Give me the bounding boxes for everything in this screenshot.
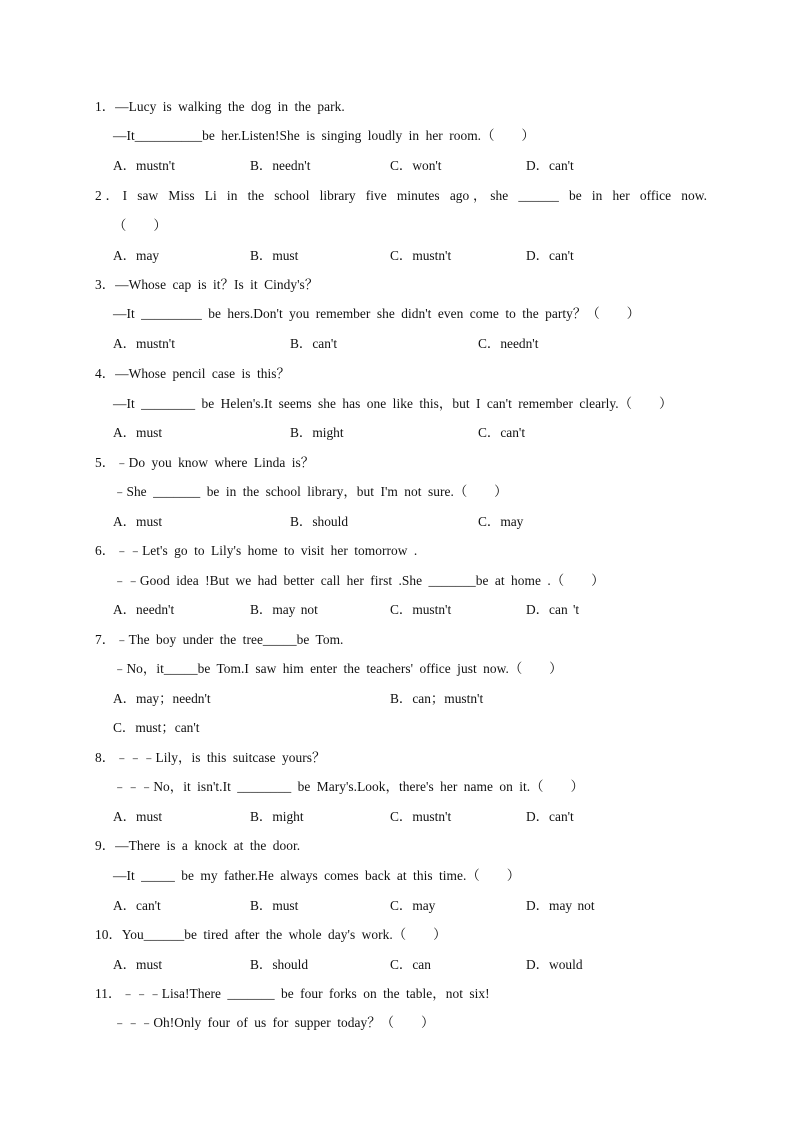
question-4-stem: 4．—Whose pencil case is this？ [95,366,290,381]
question-10-stem: 10．You______be tired after the whole day's work.（ ） [95,927,447,942]
question-5-option-c[interactable]: C．may [478,514,524,529]
question-7-option-b[interactable]: B．can；mustn't [390,691,484,706]
question-7-stem: ﹣No，it_____be Tom.I saw him enter the teachers' office just now.（ ） [113,661,563,676]
question-7-option-c[interactable]: C．must；can't [113,720,200,735]
question-9-stem: —It _____ be my father.He always comes back at this time.（ ） [113,868,521,883]
question-11-stem: ﹣﹣﹣Oh!Only four of us for supper today？（ ） [113,1015,435,1030]
question-2-option-b[interactable]: B．must [250,248,299,263]
question-10-option-d[interactable]: D．would [526,957,583,972]
question-10-option-a[interactable]: A．must [113,957,163,972]
question-9-stem: 9．—There is a knock at the door. [95,838,301,853]
question-1-stem: —It__________be her.Listen!She is singing loudly in her room.（ ） [113,128,535,143]
question-9-option-a[interactable]: A．can't [113,898,161,913]
question-6-stem: 6．﹣﹣Let's go to Lily's home to visit her tomorrow . [95,543,418,558]
question-10-option-b[interactable]: B．should [250,957,309,972]
question-6-option-a[interactable]: A．needn't [113,602,175,617]
question-9-option-c[interactable]: C．may [390,898,436,913]
question-8-option-a[interactable]: A．must [113,809,163,824]
question-6-option-d[interactable]: D．can 't [526,602,580,617]
question-4-stem: —It ________ be Helen's.It seems she has one like this，but I can't remember clearly.（ ） [113,396,673,411]
question-8-stem: ﹣﹣﹣No，it isn't.It ________ be Mary's.Look，there's her name on it.（ ） [113,779,584,794]
question-5-stem: ﹣She _______ be in the school library，but I'm not sure.（ ） [113,484,508,499]
question-8-option-b[interactable]: B．might [250,809,304,824]
question-8-option-c[interactable]: C．mustn't [390,809,452,824]
question-1-stem: 1．—Lucy is walking the dog in the park. [95,99,345,114]
question-2-option-a[interactable]: A．may [113,248,160,263]
question-3-option-b[interactable]: B．can't [290,336,338,351]
question-1-option-d[interactable]: D．can't [526,158,574,173]
question-2-stem: （ ） [113,218,167,233]
question-3-stem: —It _________ be hers.Don't you remember she didn't even come to the party？（ ） [113,306,641,321]
question-8-option-d[interactable]: D．can't [526,809,574,824]
question-4-option-a[interactable]: A．must [113,425,163,440]
question-3-option-c[interactable]: C．needn't [478,336,539,351]
question-11-stem: 11．﹣﹣﹣Lisa!There _______ be four forks on the table，not six! [95,986,490,1001]
question-6-option-c[interactable]: C．mustn't [390,602,452,617]
question-8-stem: 8．﹣﹣﹣Lily，is this suitcase yours？ [95,750,326,765]
question-1-option-a[interactable]: A．mustn't [113,158,175,173]
question-4-option-b[interactable]: B．might [290,425,344,440]
question-1-option-c[interactable]: C．won't [390,158,442,173]
question-7-option-a[interactable]: A．may；needn't [113,691,211,706]
question-2-option-c[interactable]: C．mustn't [390,248,452,263]
question-10-option-c[interactable]: C．can [390,957,431,972]
question-5-option-b[interactable]: B．should [290,514,349,529]
question-3-stem: 3．—Whose cap is it？Is it Cindy's？ [95,277,319,292]
question-3-option-a[interactable]: A．mustn't [113,336,175,351]
question-2-stem: 2．I saw Miss Li in the school library five minutes ago，she ______ be in her office now. [95,188,707,203]
question-9-option-b[interactable]: B．must [250,898,299,913]
question-4-option-c[interactable]: C．can't [478,425,526,440]
question-9-option-d[interactable]: D．may not [526,898,595,913]
question-6-stem: ﹣﹣Good idea !But we had better call her first .She _______be at home .（ ） [113,573,605,588]
question-6-option-b[interactable]: B．may not [250,602,318,617]
question-7-stem: 7．﹣The boy under the tree_____be Tom. [95,632,344,647]
question-5-stem: 5．﹣Do you know where Linda is？ [95,455,315,470]
question-2-option-d[interactable]: D．can't [526,248,574,263]
question-5-option-a[interactable]: A．must [113,514,163,529]
question-1-option-b[interactable]: B．needn't [250,158,311,173]
